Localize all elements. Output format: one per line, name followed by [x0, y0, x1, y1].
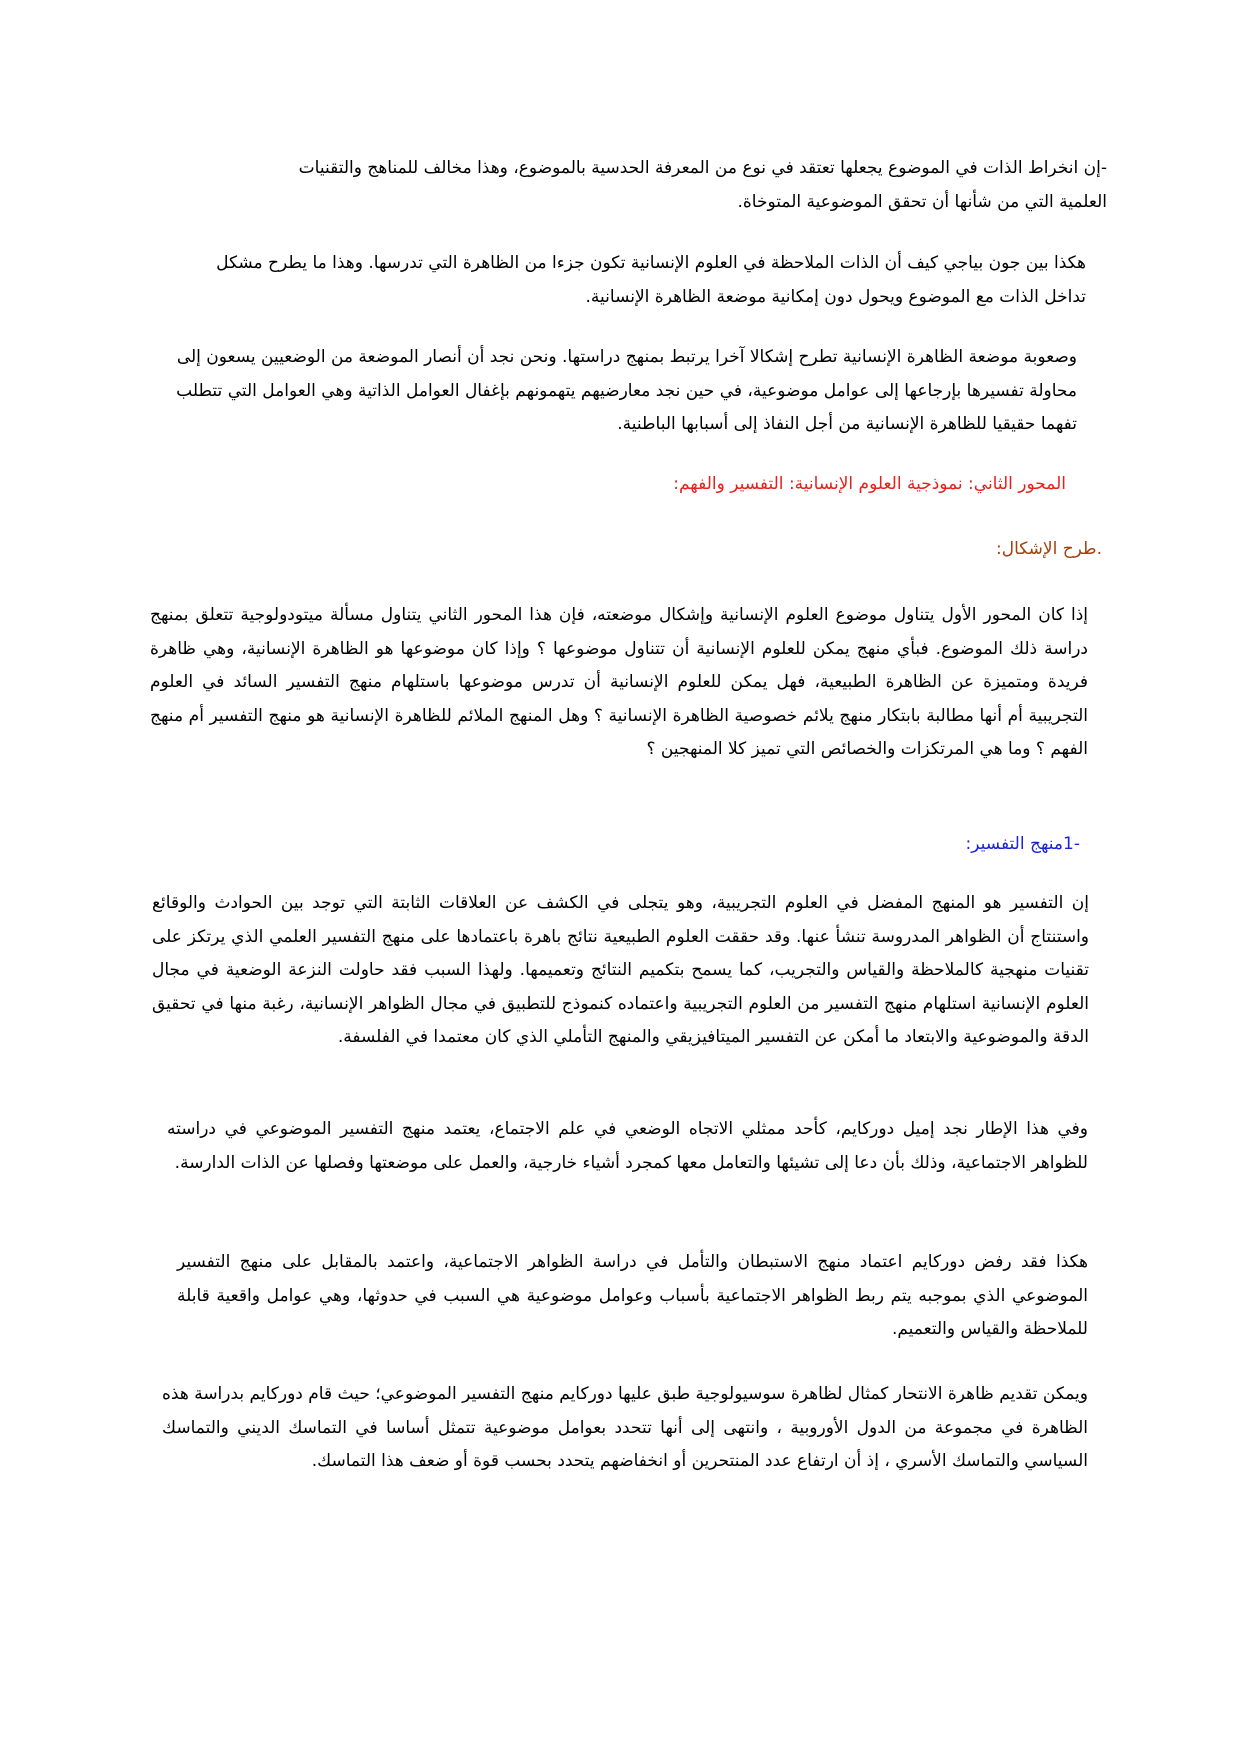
paragraph-subject-involvement: -إن انخراط الذات في الموضوع يجعلها تعتقد في نوع من المعرفة الحدسية بالموضوع، وهذا مخالف للمناهج والتقنيات العلمية التي من شأنها أن تحقق الموضوعية المتوخاة. [298, 158, 1107, 212]
subheading-problem-statement: .طرح الإشكال: [995, 539, 1102, 559]
paragraph-objectification-difficulty: وصعوبة موضعة الظاهرة الإنسانية تطرح إشكالا آخرا يرتبط بمنهج دراستها. ونحن نجد أن أنصار الموضعة من الوضعيين يسعون إلى محاولة تفسيرها بإرجاعها إلى عوامل موضوعية، في حين نجد معارضيهم يتهمونهم بإغفال العوامل الذاتية وهي العوامل التي تتطلب تفهما حقيقيا للظاهرة الإنسانية من أجل النفاذ إلى أسبابها الباطنية. [176, 347, 1077, 434]
subheading-explanation-method: -1منهج التفسير: [965, 834, 1080, 854]
paragraph-explanation-method: إن التفسير هو المنهج المفضل في العلوم التجريبية، وهو يتجلى في الكشف عن العلاقات الثابتة التي توجد بين الحوادث والوقائع واستنتاج أن الظواهر المدروسة تنشأ عنها. وقد حققت العلوم الطبيعية نتائج باهرة باعتمادها على منهج التفسير العلمي الذي يرتكز على تقنيات منهجية كالملاحظة والقياس والتجريب، كما يسمح بتكميم النتائج وتعميمها. ولهذا السبب فقد حاولت النزعة الوضعية في مجال العلوم الإنسانية استلهام منهج التفسير من العلوم التجريبية واعتماده كنموذج للتطبيق في مجال الظواهر الإنسانية، رغبة منها في تحقيق الدقة والموضوعية والابتعاد ما أمكن عن التفسير الميتافيزيقي والمنهج التأملي الذي كان معتمدا في الفلسفة. [152, 893, 1089, 1047]
paragraph-durkheim-rejection: هكذا فقد رفض دوركايم اعتماد منهج الاستبطان والتأمل في دراسة الظواهر الاجتماعية، واعتمد بالمقابل على منهج التفسير الموضوعي الذي بموجبه يتم ربط الظواهر الاجتماعية بأسباب وعوامل موضوعية هي السبب في حدوثها، وهي عوامل واقعية قابلة للملاحظة والقياس والتعميم. [177, 1252, 1088, 1339]
paragraph-problem-questions: إذا كان المحور الأول يتناول موضوع العلوم الإنسانية وإشكال موضعته، فإن هذا المحور الثاني يتناول مسألة ميتودولوجية تتعلق بمنهج دراسة ذلك الموضوع. فبأي منهج يمكن للعلوم الإنسانية أن تتناول موضوعها ؟ وإذا كان موضوعها هو الظاهرة الإنسانية، وهي ظاهرة فريدة ومتميزة عن الظاهرة الطبيعية، فهل يمكن للعلوم الإنسانية أن تدرس موضوعها باستلهام منهج التفسير السائد في العلوم التجريبية أم أنها مطالبة بابتكار منهج يلائم خصوصية الظاهرة الإنسانية ؟ وهل المنهج الملائم للظاهرة الإنسانية هو منهج التفسير أم منهج الفهم ؟ وما هي المرتكزات والخصائص التي تميز كلا المنهجين ؟ [150, 605, 1088, 759]
section-heading-axis-two: المحور الثاني: نموذجية العلوم الإنسانية: التفسير والفهم: [673, 474, 1066, 494]
paragraph-piaget: هكذا بين جون بياجي كيف أن الذات الملاحظة في العلوم الإنسانية تكون جزءا من الظاهرة التي تدرسها. وهذا ما يطرح مشكل تداخل الذات مع الموضوع ويحول دون إمكانية موضعة الظاهرة الإنسانية. [216, 253, 1086, 307]
paragraph-durkheim-framework: وفي هذا الإطار نجد إميل دوركايم، كأحد ممثلي الاتجاه الوضعي في علم الاجتماع، يعتمد منهج التفسير الموضوعي في دراسته للظواهر الاجتماعية، وذلك بأن دعا إلى تشيئها والتعامل معها كمجرد أشياء خارجية، والعمل على موضعتها وفصلها عن الذات الدارسة. [167, 1119, 1088, 1173]
paragraph-suicide-example: ويمكن تقديم ظاهرة الانتحار كمثال لظاهرة سوسيولوجية طبق عليها دوركايم منهج التفسير الموضوعي؛ حيث قام دوركايم بدراسة هذه الظاهرة في مجموعة من الدول الأوروبية ، وانتهى إلى أنها تتحدد بعوامل موضوعية تتمثل أساسا في التماسك الديني والتماسك السياسي والتماسك الأسري ، إذ أن ارتفاع عدد المنتحرين أو انخفاضهم يتحدد بحسب قوة أو ضعف هذا التماسك. [162, 1384, 1088, 1471]
